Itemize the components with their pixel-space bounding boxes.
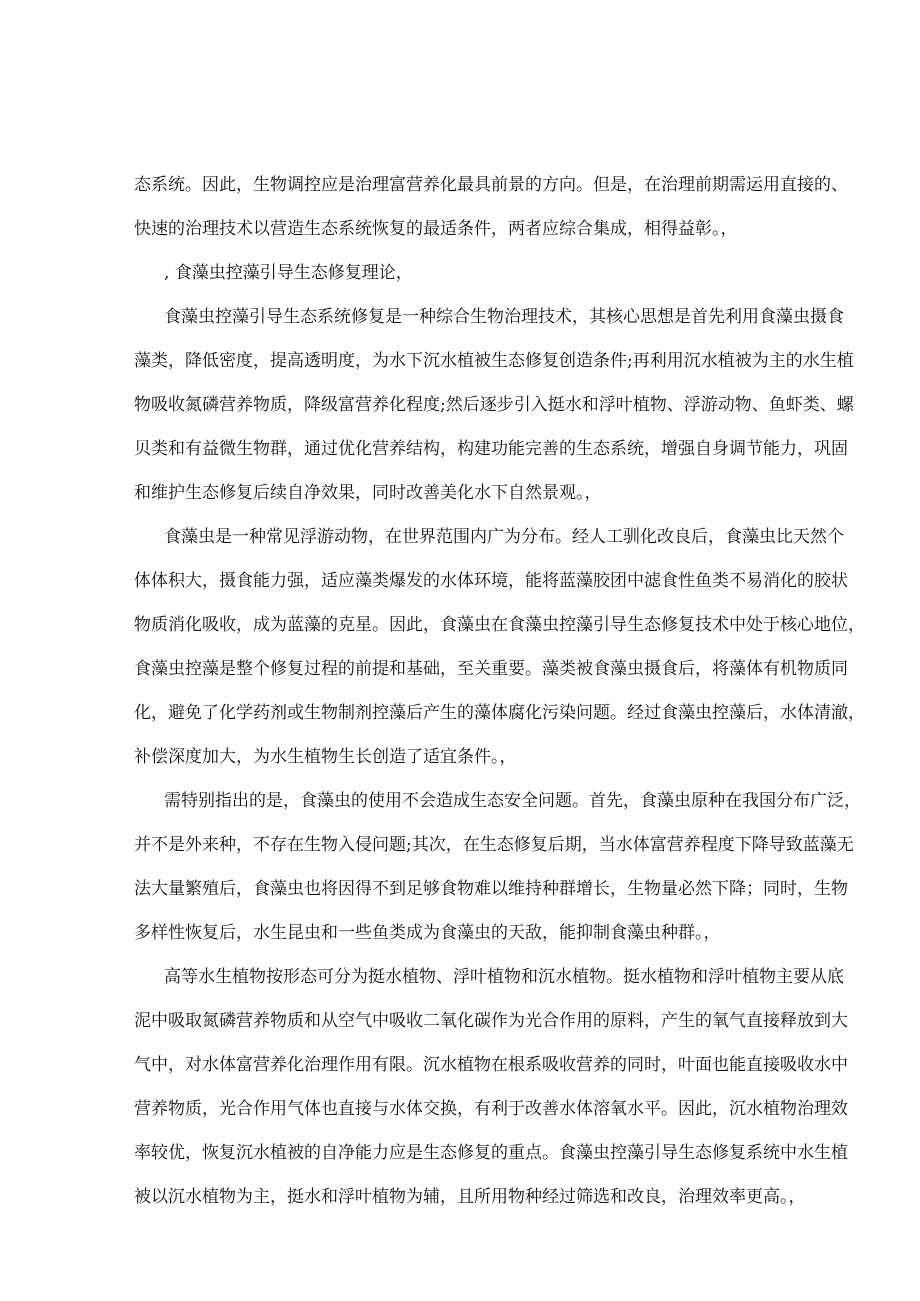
text-line: 气中，对水体富营养化治理作用有限。沉水植物在根系吸收营养的同时，叶面也能直接吸收水中 [134,1055,848,1075]
text-line: 和维护生态修复后续自净效果，同时改善美化水下自然景观。， [134,483,602,503]
text-line: 被以沉水植物为主，挺水和浮叶植物为辅，且所用物种经过筛选和改良，治理效率更高。， [134,1187,806,1207]
paragraph [134,515,865,779]
text-line: 体体积大，摄食能力强，适应藻类爆发的水体环境，能将蓝藻胶团中滤食性鱼类不易消化的胶状 [134,571,848,591]
text-line: 藻类，降低密度，提高透明度，为水下沉水植被生态修复创造条件;再利用沉水植被为主的水生植 [134,351,854,371]
paragraph [134,779,861,955]
paragraph [134,163,848,251]
paragraph [134,955,848,1219]
text-line: 物吸收氮磷营养物质，降级富营养化程度;然后逐步引入挺水和浮叶植物、浮游动物、鱼虾类、螺 [134,395,854,415]
text-line: 并不是外来种，不存在生物入侵问题;其次，在生态修复后期，当水体富营养程度下降导致蓝藻无 [134,835,854,855]
text-line: 泥中吸取氮磷营养物质和从空气中吸收二氧化碳作为光合作用的原料，产生的氧气直接释放到大 [134,1011,848,1031]
text-line: 法大量繁殖后，食藻虫也将因得不到足够食物难以维持种群增长，生物量必然下降；同时，生物 [134,879,848,899]
text-line: 快速的治理技术以营造生态系统恢复的最适条件，两者应综合集成，相得益彰。， [134,219,738,239]
text-line: 态系统。因此，生物调控应是治理富营养化最具前景的方向。但是，在治理前期需运用直接的、 [134,175,848,195]
text-line: 物质消化吸收，成为蓝藻的克星。因此，食藻虫在食藻虫控藻引导生态修复技术中处于核心地位， [134,615,865,635]
text-line: 营养物质，光合作用气体也直接与水体交换，有利于改善水体溶氧水平。因此，沉水植物治理效 [134,1099,848,1119]
text-line: 食藻虫控藻引导生态系统修复是一种综合生物治理技术，其核心思想是首先利用食藻虫摄食 [164,307,844,327]
document-page [134,163,865,1219]
text-line: 多样性恢复后，水生昆虫和一些鱼类成为食藻虫的天敌，能抑制食藻虫种群。， [134,923,721,943]
section-heading-text: , 食藻虫控藻引导生态修复理论， [164,263,413,283]
text-line: 补偿深度加大，为水生植物生长创造了适宜条件。， [134,747,517,767]
text-line: 率较优，恢复沉水植被的自净能力应是生态修复的重点。食藻虫控藻引导生态修复系统中水生植 [134,1143,848,1163]
paragraph [134,295,854,515]
text-line: 食藻虫控藻是整个修复过程的前提和基础，至关重要。藻类被食藻虫摄食后，将藻体有机物质同 [134,659,848,679]
text-line: 需特别指出的是，食藻虫的使用不会造成生态安全问题。首先，食藻虫原种在我国分布广泛， [164,791,861,811]
section-heading [134,251,786,295]
text-line: 化，避免了化学药剂或生物制剂控藻后产生的藻体腐化污染问题。经过食藻虫控藻后，水体清澈， [134,703,865,723]
text-line: 高等水生植物按形态可分为挺水植物、浮叶植物和沉水植物。挺水植物和浮叶植物主要从底 [164,967,844,987]
text-line: 食藻虫是一种常见浮游动物，在世界范围内广为分布。经人工驯化改良后，食藻虫比天然个 [164,527,844,547]
text-line: 贝类和有益微生物群，通过优化营养结构，构建功能完善的生态系统，增强自身调节能力，巩固 [134,439,848,459]
